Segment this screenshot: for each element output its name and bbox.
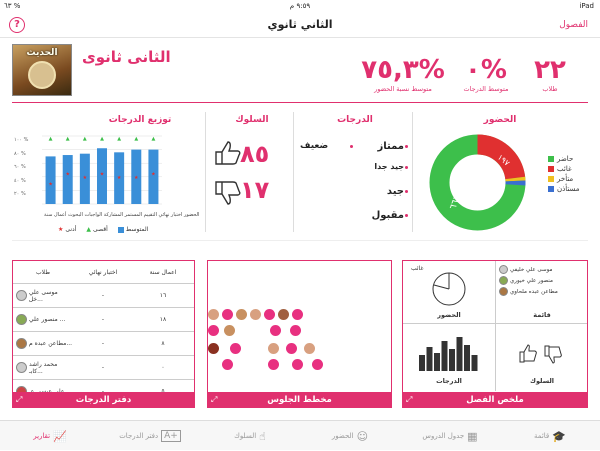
thumbs-up-icon	[214, 140, 242, 173]
seat-avatar[interactable]	[290, 325, 301, 336]
expand-icon[interactable]: ⤢	[211, 395, 218, 404]
seat-avatar[interactable]	[236, 309, 247, 320]
summary-footer[interactable]: ملخص الفصل	[402, 392, 588, 408]
avg-grades-value: ٠%	[465, 55, 507, 85]
year-score: ١٨	[159, 316, 167, 323]
graduation-cap-icon: 🎓	[552, 429, 566, 443]
avatar	[16, 314, 27, 325]
student-name: مطاعن عبده ملحاوي	[510, 288, 558, 295]
tab-list[interactable]	[500, 421, 600, 451]
seating-footer[interactable]: مخطط الجلوس	[207, 392, 392, 408]
seat-avatar[interactable]	[208, 325, 219, 336]
grades-label: الدرجات	[436, 377, 462, 385]
distribution-title: توزيع الدرجات	[108, 115, 172, 125]
grade-weak[interactable]: ضعيف	[300, 141, 329, 151]
mini-thumbs-icon	[519, 343, 563, 365]
legend-swatch	[548, 156, 554, 162]
legend-swatch	[548, 166, 554, 172]
seat-avatar[interactable]	[312, 359, 323, 370]
student-name: محمد راشد كابـ...	[28, 360, 58, 375]
tab-schedule[interactable]	[400, 421, 500, 451]
attendance-label: الحضور	[437, 311, 461, 319]
table-row[interactable]	[13, 331, 194, 355]
mini-bar	[419, 355, 425, 371]
legend-present: حاضر	[557, 155, 574, 163]
table-row[interactable]	[13, 307, 194, 331]
book-emblem	[28, 61, 56, 89]
max-marker: ▲	[151, 136, 156, 142]
gradebook-icon: A+	[161, 430, 181, 442]
max-marker: ▲	[65, 136, 70, 142]
thumb-icon: ☝	[259, 429, 266, 443]
tab-bar	[0, 420, 600, 450]
legend-max: أقصى	[93, 226, 108, 233]
grade-excellent[interactable]: ممتاز	[377, 141, 404, 152]
min-marker: ★	[65, 171, 70, 178]
help-button[interactable]: ?	[9, 17, 25, 33]
y-tick: ٨٠ %	[14, 150, 26, 157]
min-marker: ★	[82, 174, 88, 181]
seat-avatar[interactable]	[292, 309, 303, 320]
attendance-donut[interactable]	[425, 130, 530, 235]
students-stat	[530, 55, 570, 93]
status-bar	[0, 0, 600, 14]
behavior-negative-count: ١٧	[240, 176, 270, 204]
distribution-legend: ★ أدنى ▲ أقصى المتوسط	[58, 226, 149, 233]
seat-avatar[interactable]	[268, 359, 279, 370]
nav-bar	[0, 14, 600, 38]
y-tick: ٦٠ %	[14, 164, 26, 170]
mini-bar	[434, 353, 440, 371]
student-name: مطاعن عبده م...	[29, 340, 73, 347]
seating-card[interactable]	[207, 260, 392, 408]
avg-grades-stat	[456, 55, 516, 93]
avg-grades-label: متوسط الدرجات	[463, 85, 509, 93]
header-divider	[12, 102, 588, 103]
seat-avatar[interactable]	[264, 309, 275, 320]
tab-label: قائمة	[534, 432, 550, 440]
year-score: ١٦	[159, 292, 167, 299]
legend-min: أدنى	[65, 226, 77, 233]
col-final: اختبار نهائي	[88, 268, 118, 276]
grades-title: الدرجات	[337, 115, 373, 125]
person-check-icon: ☺	[356, 429, 369, 443]
legend-swatch	[548, 176, 554, 182]
avg-attendance-stat	[360, 55, 446, 93]
grade-good[interactable]: جيد	[386, 186, 404, 197]
seat-avatar[interactable]	[292, 359, 303, 370]
col-students: طلاب	[35, 268, 50, 276]
grade-distribution-chart[interactable]	[42, 136, 162, 208]
summary-card[interactable]	[402, 260, 588, 408]
mini-attendance-pie	[431, 271, 467, 307]
grade-very-good[interactable]: جيد جدا	[374, 162, 404, 171]
attendance-title: الحضور	[483, 115, 517, 125]
battery-indicator: ٦٣ %	[4, 2, 21, 10]
avg-attendance-value: ٧٥,٣%	[361, 55, 445, 85]
avatar	[499, 265, 508, 274]
seat-avatar[interactable]	[208, 343, 219, 354]
max-marker: ▲	[117, 136, 122, 142]
behavior-positive-count: ٨٥	[240, 140, 270, 168]
seat-avatar[interactable]	[270, 325, 281, 336]
tab-label: الحضور	[331, 432, 354, 440]
avg-attendance-label: متوسط نسبة الحضور	[374, 85, 432, 93]
tab-attendance[interactable]	[300, 421, 400, 451]
mini-bar	[464, 345, 470, 371]
tab-behavior[interactable]	[200, 421, 300, 451]
seating-grid	[208, 309, 388, 389]
mini-bar	[449, 349, 455, 371]
absent-list	[499, 265, 585, 296]
student-name: منصور علي ...	[29, 316, 66, 323]
legend-late: متأخر	[557, 175, 574, 183]
legend-swatch	[548, 186, 554, 192]
final-score: -	[101, 292, 105, 299]
min-marker: ★	[134, 174, 139, 181]
final-score: -	[101, 316, 105, 323]
classes-back-button[interactable]: الفصول	[559, 20, 588, 30]
x-axis-labels: الحضور اختبار نهائي التقييم المستمر المشاركة الواجبات البحوث أعمال سنة	[44, 212, 200, 218]
student-name: موسى علي خل...	[28, 288, 58, 303]
mini-bar	[442, 341, 448, 371]
tab-gradebook[interactable]	[100, 421, 200, 451]
section-divider	[205, 112, 206, 232]
avatar	[499, 287, 508, 296]
tab-label: دفتر الدرجات	[119, 432, 159, 440]
page-title: الثاني ثانوي	[267, 18, 333, 31]
min-marker: ★	[48, 181, 53, 188]
students-count: ٢٢	[534, 55, 566, 85]
seat-avatar[interactable]	[222, 309, 233, 320]
avatar	[16, 290, 27, 301]
seat-avatar[interactable]	[208, 309, 219, 320]
student-name: منصور علي خيوري	[510, 277, 553, 284]
mini-bar	[457, 337, 463, 371]
book-title: الحديث	[26, 48, 58, 58]
seat-avatar[interactable]	[222, 359, 233, 370]
legend-absent: غائب	[557, 165, 572, 173]
year-score: ٨	[161, 340, 165, 347]
section-divider	[12, 240, 588, 241]
avg-bar	[63, 155, 73, 204]
expand-icon[interactable]: ⤢	[16, 395, 23, 404]
col-year: اعمال سنة	[149, 268, 177, 276]
gradebook-footer[interactable]: دفتر الدرجات	[12, 392, 195, 408]
mini-bar	[427, 347, 433, 371]
seat-avatar[interactable]	[268, 343, 279, 354]
min-marker: ★	[99, 171, 105, 178]
device-name: iPad	[579, 2, 594, 10]
seat-avatar[interactable]	[224, 325, 235, 336]
mini-grades-bars	[419, 329, 479, 373]
mini-bar	[472, 355, 478, 371]
behavior-label: السلوك	[530, 377, 554, 385]
gradebook-header	[13, 261, 194, 283]
chart-icon: 📈	[53, 429, 67, 443]
absent-label: غائب	[411, 265, 424, 272]
section-divider	[293, 112, 294, 232]
legend-avg: المتوسط	[125, 226, 149, 233]
table-row[interactable]	[13, 283, 194, 307]
seat-avatar[interactable]	[286, 343, 297, 354]
section-divider	[412, 112, 413, 232]
max-marker: ▲	[48, 136, 53, 142]
class-book-image[interactable]	[12, 44, 72, 96]
list-label: قائمة	[533, 311, 551, 319]
attendance-legend	[548, 155, 580, 193]
expand-icon[interactable]: ⤢	[406, 395, 413, 404]
tab-label: السلوك	[234, 432, 257, 440]
seat-avatar[interactable]	[230, 343, 241, 354]
gradebook-card[interactable]	[12, 260, 195, 408]
tab-label: تقارير	[33, 432, 51, 440]
max-marker: ▲	[134, 136, 139, 142]
table-row[interactable]	[13, 355, 194, 379]
status-time: ٩:٥٩ م	[289, 2, 311, 10]
y-tick: ٤٠ %	[14, 177, 26, 184]
tab-label: جدول الدروس	[422, 432, 465, 440]
min-marker: ★	[116, 174, 122, 181]
avatar	[16, 338, 27, 349]
max-marker: ▲	[100, 136, 104, 142]
present-value: ٦٦٢	[448, 193, 463, 212]
tab-reports[interactable]	[0, 421, 100, 451]
behavior-title: السلوك	[235, 115, 269, 125]
year-score: ٠	[161, 364, 165, 371]
avg-bar	[46, 156, 56, 204]
min-marker: ★	[151, 171, 156, 178]
absent-value: ١٩٧	[495, 152, 512, 168]
seat-avatar[interactable]	[250, 309, 261, 320]
max-marker: ▲	[82, 136, 87, 142]
avatar	[16, 362, 27, 373]
y-tick: ١٠٠ %	[14, 137, 29, 143]
seat-avatar[interactable]	[278, 309, 289, 320]
y-axis-labels	[14, 134, 28, 202]
seat-avatar[interactable]	[304, 343, 315, 354]
y-tick: ٢٠ %	[14, 191, 26, 197]
class-name: الثانى ثانوى	[82, 48, 171, 66]
legend-excused: مستأذن	[557, 185, 580, 193]
final-score: -	[101, 364, 105, 371]
grade-acceptable[interactable]: مقبول	[371, 210, 404, 221]
calendar-icon: ▦	[467, 429, 478, 443]
student-name: موسى علي خليفي	[510, 266, 553, 273]
thumbs-down-icon	[214, 180, 242, 210]
students-label: طلاب	[542, 85, 558, 93]
final-score: -	[101, 340, 105, 347]
avatar	[499, 276, 508, 285]
